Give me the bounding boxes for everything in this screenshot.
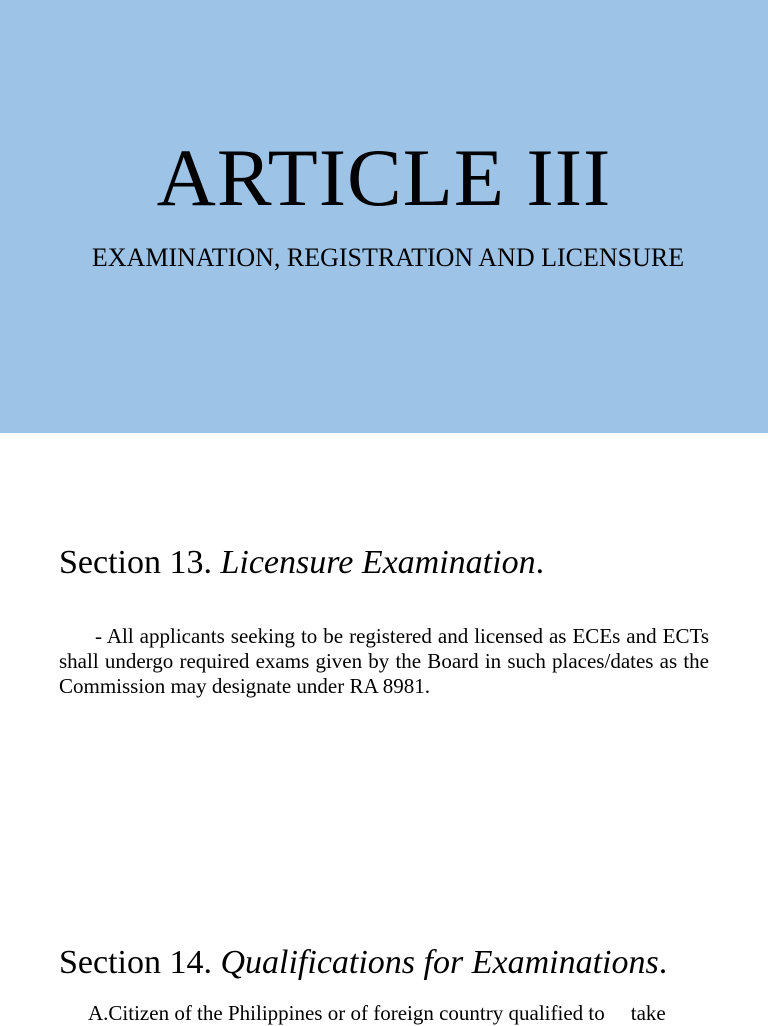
title-banner bbox=[0, 0, 768, 433]
section-13-title: Licensure Examination bbox=[220, 544, 536, 581]
section-13-number: Section 13. bbox=[59, 544, 212, 581]
section-14-body bbox=[88, 1001, 710, 1026]
section-14-body-end: take bbox=[630, 1001, 666, 1025]
section-14-number: Section 14. bbox=[59, 944, 212, 981]
section-14-title: Qualifications for Examinations bbox=[220, 944, 659, 981]
section-13-heading bbox=[59, 543, 544, 583]
section-14-title-suffix: . bbox=[658, 944, 668, 981]
article-title: ARTICLE III bbox=[156, 132, 612, 223]
section-14-body-start: A.Citizen of the Philippines or of foreign country qualified to bbox=[88, 1001, 605, 1025]
section-13-body: - All applicants seeking to be registered and licensed as ECEs and ECTs shall undergo required exams given by the Board in such places/dates as the Commission may designate under RA 8981. bbox=[59, 624, 709, 698]
section-13-title-suffix: . bbox=[535, 544, 545, 581]
article-subtitle: EXAMINATION, REGISTRATION AND LICENSURE bbox=[91, 243, 685, 272]
section-14-heading bbox=[59, 943, 667, 983]
